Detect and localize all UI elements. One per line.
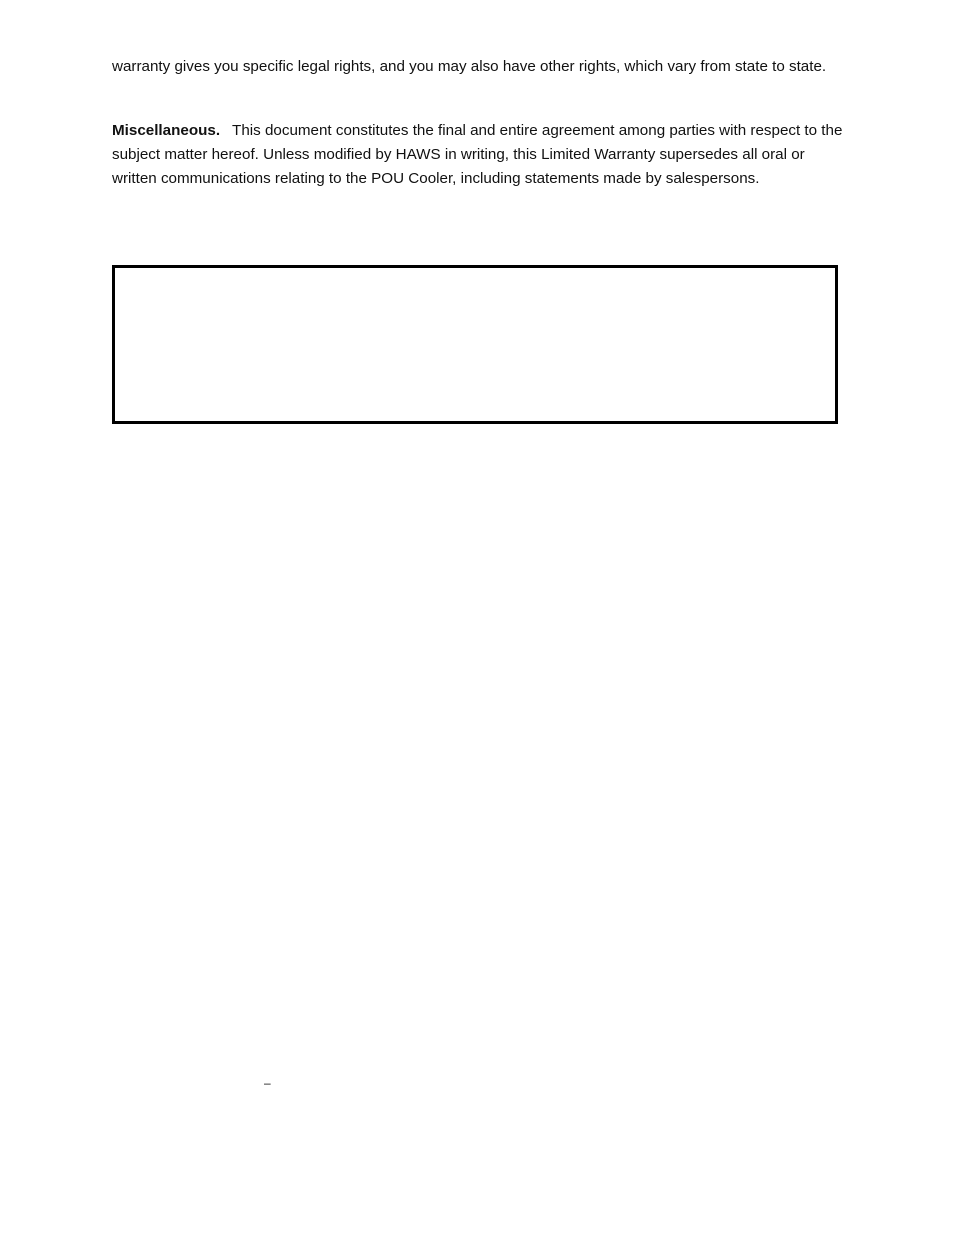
stray-dash-mark: – bbox=[264, 1076, 271, 1090]
miscellaneous-paragraph bbox=[112, 119, 847, 191]
miscellaneous-heading: Miscellaneous. bbox=[112, 122, 221, 139]
miscellaneous-text: This document constitutes the final and entire agreement among parties with respect to the subject matter hereof. Unless modified by HAWS in writing, this Limited Warranty supersedes all oral or written communications relating to the POU Cooler, including statements made by salespersons. bbox=[112, 122, 843, 187]
empty-bordered-box bbox=[112, 265, 838, 424]
warranty-rights-paragraph bbox=[112, 55, 842, 79]
warranty-rights-text: warranty gives you specific legal rights, and you may also have other rights, which vary from state to state. bbox=[112, 58, 827, 75]
